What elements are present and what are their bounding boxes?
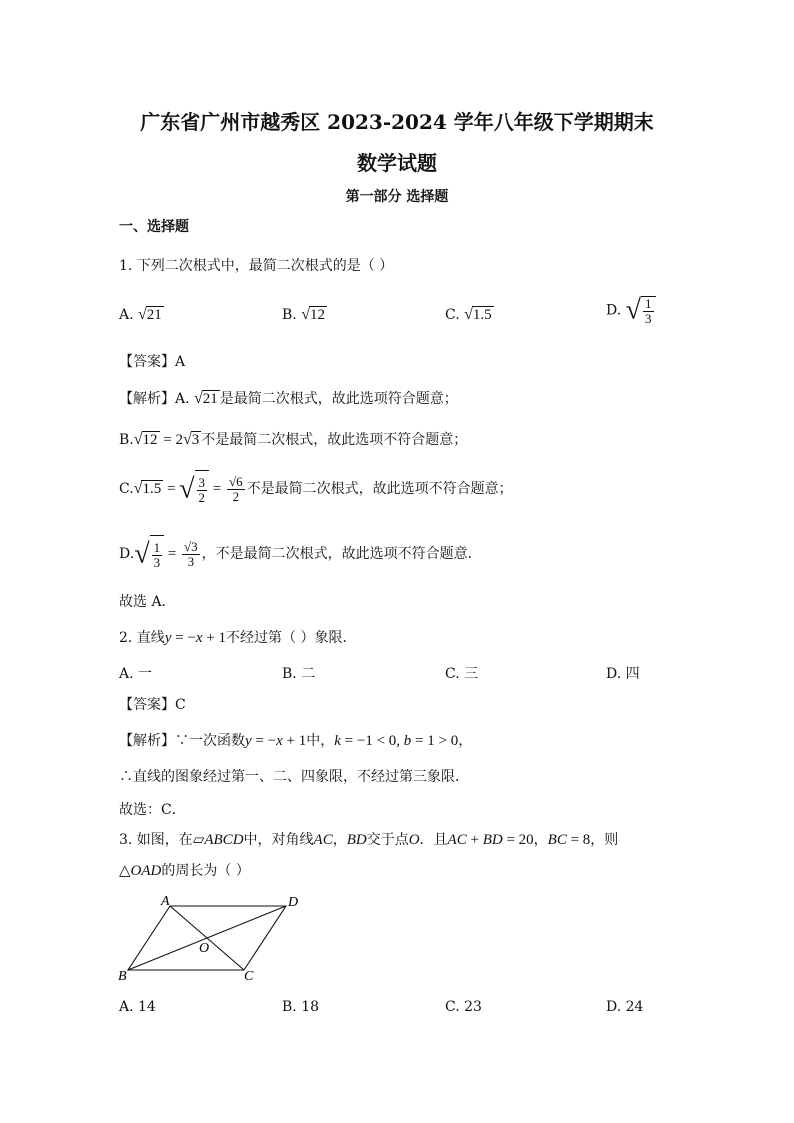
point-label-o: O [199, 941, 210, 956]
q3-stem-1e: ．且 [419, 832, 448, 848]
point-label-a: A [161, 894, 170, 909]
q1-option-d-den: 3 [645, 311, 652, 326]
q2-analysis-prefix: 【解析】∵一次函数 [119, 733, 245, 749]
q1-option-d[interactable]: D. √ $\frac{1}{3}$ [606, 296, 656, 326]
q2-stem-prefix: 2. 直线 [119, 630, 165, 646]
q1-option-b-label: B. [282, 307, 297, 323]
q1-option-c[interactable]: C. √1.5 [445, 306, 492, 323]
parallelogram-figure [110, 888, 310, 988]
q2-option-b[interactable]: B. 二 [282, 666, 316, 682]
point-label-b: B [118, 969, 127, 984]
q1-analysis-a-text: 是最简二次根式，故此选项符合题意； [219, 391, 458, 407]
diagonal-bd [128, 906, 286, 970]
q3-option-d[interactable]: D. 24 [606, 999, 644, 1015]
page-subtitle: 数学试题 [357, 151, 437, 175]
q2-option-c[interactable]: C. 三 [445, 666, 479, 682]
q3-option-c[interactable]: C. 23 [445, 999, 482, 1015]
q1-analysis-c: C.√1.5 = √ $\frac{3}{2}$ = $\frac{√6}{2}$ 不是最简二次根式，故此选项不符合题意； [119, 470, 513, 509]
q3-option-b[interactable]: B. 18 [282, 999, 320, 1015]
q3-stem-1g: ，则 [590, 832, 619, 848]
q3-stem-1a: 3. 如图，在 [119, 832, 193, 848]
q3-stem-2: 的周长为（ ） [161, 863, 250, 879]
q1-option-a[interactable]: A. √21 [119, 306, 162, 323]
q1-analysis-tag: 【解析】A. [119, 391, 190, 407]
q3-stem-1c: ， [332, 832, 347, 848]
point-label-d: D [288, 895, 299, 910]
q1-option-b-radicand: 12 [309, 307, 325, 323]
q2-analysis-mid: 中， [306, 733, 335, 749]
q2-option-a[interactable]: A. 一 [119, 666, 153, 682]
section-title: 一、选择题 [119, 219, 189, 235]
q1-conclusion: 故选 A． [119, 594, 176, 610]
q2-answer: 【答案】C [119, 697, 186, 713]
q3-stem-1b: 中，对角线 [243, 832, 314, 848]
q1-option-c-label: C. [445, 307, 460, 323]
page-title: 广东省广州市越秀区 2023-2024 学年八年级下学期期末 [140, 110, 654, 134]
q1-option-d-label: D. [606, 302, 622, 319]
q2-stem-suffix: 不经过第（ ）象限． [226, 630, 357, 646]
q1-analysis-d-text: ，不是最简二次根式，故此选项不符合题意． [201, 546, 482, 562]
q2-therefore: ∴直线的图象经过第一、二、四象限，不经过第三象限． [119, 769, 469, 785]
q2-stem: 2. 直线y = −x + 1不经过第（ ）象限． [119, 630, 357, 646]
q1-option-b[interactable]: B. √12 [282, 306, 325, 323]
q1-analysis-c-text: 不是最简二次根式，故此选项不符合题意； [246, 481, 513, 497]
q2-conclusion: 故选：C． [119, 802, 186, 818]
q1-answer: 【答案】A [119, 354, 186, 370]
q1-analysis-b: B.√12 = 2√3 不是最简二次根式，故此选项不符合题意； [119, 431, 468, 448]
q2-analysis: 【解析】∵一次函数y = −x + 1中，k = −1 < 0, b = 1 > 0， [119, 733, 473, 749]
q1-option-c-radicand: 1.5 [472, 307, 492, 323]
q1-analysis-d-prefix: D. [119, 546, 135, 562]
q3-stem-line2: △OAD的周长为（ ） [119, 863, 250, 879]
q1-analysis-d: D.√ $\frac{1}{3}$ = $\frac{√3}{3}$ ，不是最简二次根式，故此选项不符合题意． [119, 535, 482, 574]
q3-stem-1f: ， [533, 832, 548, 848]
part-title: 第一部分 选择题 [345, 189, 449, 205]
q1-analysis-b-prefix: B. [119, 432, 134, 448]
q2-option-d[interactable]: D. 四 [606, 666, 640, 682]
q1-option-a-radicand: 21 [146, 307, 162, 323]
q1-analysis-c-prefix: C. [119, 481, 134, 497]
q1-analysis-b-text: 不是最简二次根式，故此选项不符合题意； [201, 432, 468, 448]
q3-stem-1d: 交于点 [366, 832, 409, 848]
q1-option-a-label: A. [119, 307, 134, 323]
q1-option-d-num: 1 [645, 296, 652, 311]
q3-option-a[interactable]: A. 14 [119, 999, 156, 1015]
point-label-c: C [244, 969, 254, 984]
q1-analysis-a: 【解析】A. √21 是最简二次根式，故此选项符合题意； [119, 390, 458, 407]
q1-stem: 1. 下列二次根式中，最简二次根式的是（ ） [119, 258, 394, 274]
q3-stem-line1: 3. 如图，在▱ABCD中，对角线AC，BD交于点O．且AC + BD = 20，BC = 8，则 [119, 832, 619, 848]
